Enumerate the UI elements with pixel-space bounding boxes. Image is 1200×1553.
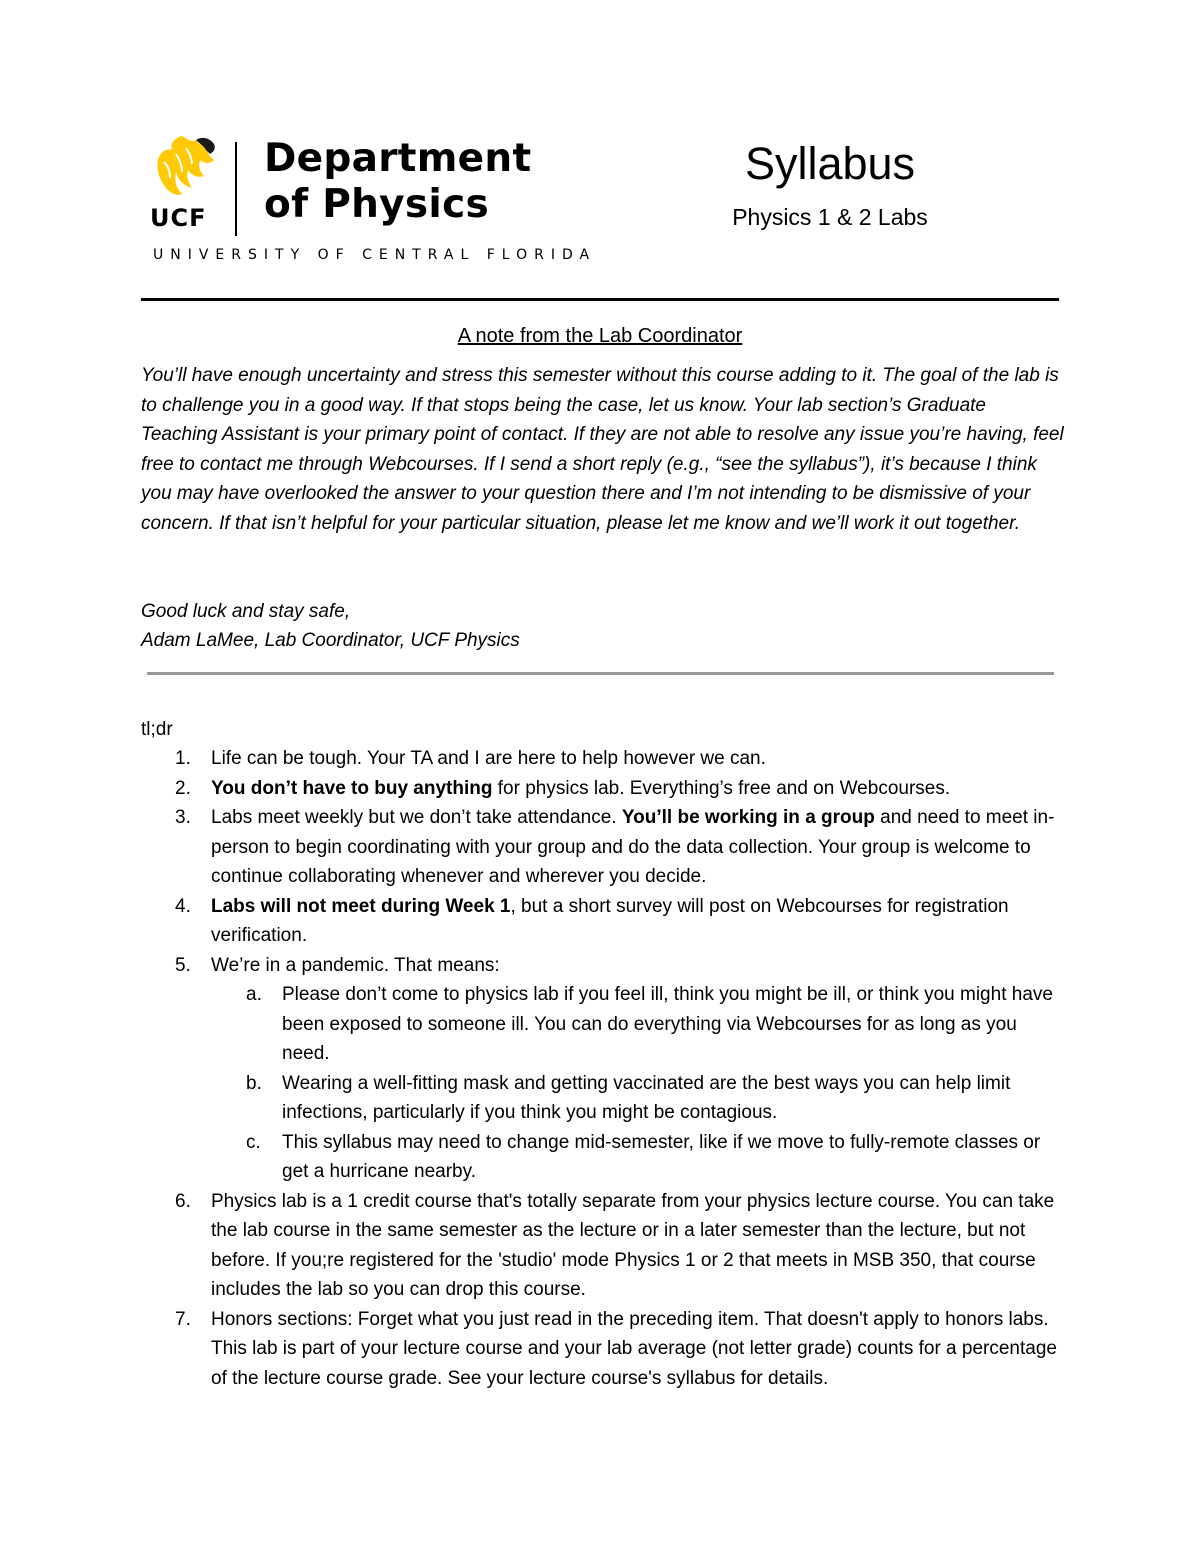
sub-list-text: Wearing a well-fitting mask and getting vaccinated are the best ways you can help limit infections, particularly if you think you might be contagious. [282, 1072, 1011, 1123]
pegasus-icon [152, 132, 222, 204]
logo-ucf-text: UCF [150, 204, 207, 232]
sub-list-text: This syllabus may need to change mid-semester, like if we move to fully-remote classes or get a hurricane nearby. [282, 1131, 1041, 1182]
list-number: 6. [175, 1190, 191, 1212]
list-text: , but a short survey will post on Webcourses for registration verification. [211, 895, 1009, 946]
list-item [141, 951, 1066, 981]
page-subtitle: Physics 1 & 2 Labs [732, 204, 928, 230]
page-title: Syllabus [744, 138, 916, 189]
sub-list-item [141, 1128, 1066, 1187]
list-bold-text: You don’t have to buy anything [211, 777, 493, 799]
ucf-physics-logo [150, 132, 610, 272]
list-bold-text: Labs will not meet during Week 1 [211, 895, 511, 917]
sub-list-letter: a. [246, 984, 262, 1005]
logo-department-line2: of Physics [264, 182, 490, 227]
logo-department-text [264, 136, 531, 228]
note-signoff [141, 597, 1059, 655]
list-bold-text: You’ll be working in a group [621, 807, 875, 828]
list-text: for physics lab. Everything’s free and on Webcourses. [492, 777, 951, 799]
list-item [141, 1187, 1066, 1305]
list-number: 3. [175, 807, 191, 828]
sub-list-text: Please don’t come to physics lab if you feel ill, think you might be ill, or think you might have been exposed to someone ill. You can do everything via Webcourses for as long as you need. [282, 984, 1053, 1064]
logo-department-line1: Department [264, 136, 532, 181]
section-divider [147, 672, 1054, 675]
note-paragraph: You’ll have enough uncertainty and stress this semester without this course adding to it. The goal of the lab is to challenge you in a good way. If that stops being the case, let us know. Your lab section’s Graduate Teaching Assistant is your primary point of contact. If they are not able to resolve any issue you’re having, feel free to contact me through Webcourses. If I send a short reply (e.g., “see the syllabus”), it’s because I think you may have overlooked the answer to your question there and I’m not intending to be dismissive of your concern. If that isn’t helpful for your particular situation, please let me know and we’ll work it out together. [141, 365, 1064, 534]
list-item [141, 1305, 1066, 1394]
list-text: We’re in a pandemic. That means: [211, 954, 500, 976]
list-text: Life can be tough. Your TA and I are here to help however we can. [211, 748, 766, 769]
logo-divider [235, 142, 237, 236]
list-text: Labs meet weekly but we don’t take attendance. [211, 807, 622, 828]
list-item [141, 744, 1066, 774]
sub-list-item [141, 1069, 1066, 1128]
header-divider [141, 298, 1059, 301]
sub-list-letter: c. [246, 1131, 261, 1153]
tldr-list [141, 744, 1066, 1393]
list-text: Honors sections: Forget what you just read in the preceding item. That doesn't apply to honors labs. This lab is part of your lecture course and your lab average (not letter grade) counts for a percentage of the lecture course grade. See your lecture course's syllabus for details. [211, 1308, 1057, 1389]
list-item [141, 803, 1066, 892]
list-number: 1. [175, 748, 191, 769]
logo-university-text: UNIVERSITY OF CENTRAL FLORIDA [153, 247, 597, 263]
list-text: Physics lab is a 1 credit course that's totally separate from your physics lecture course. You can take the lab course in the same semester as the lecture or in a later semester than the lecture, but not before. If you;re registered for the 'studio' mode Physics 1 or 2 that meets in MSB 350, that course includes the lab so you can drop this course. [211, 1190, 1055, 1300]
list-item [141, 774, 1066, 804]
tldr-label: tl;dr [141, 719, 173, 740]
list-text: and need to meet in-person to begin coordinating with your group and do the data collection. Your group is welcome to continue collaborating whenever and wherever you decide. [211, 807, 1055, 887]
sub-list-letter: b. [246, 1072, 262, 1094]
sub-list-item [141, 980, 1066, 1069]
list-number: 2. [175, 777, 191, 799]
note-signature: Adam LaMee, Lab Coordinator, UCF Physics [141, 630, 520, 651]
note-closing: Good luck and stay safe, [141, 601, 351, 622]
list-number: 4. [175, 895, 191, 917]
list-number: 5. [175, 954, 191, 976]
list-number: 7. [175, 1308, 191, 1330]
list-item [141, 892, 1066, 951]
note-body [141, 361, 1066, 538]
note-heading: A note from the Lab Coordinator [457, 325, 743, 347]
